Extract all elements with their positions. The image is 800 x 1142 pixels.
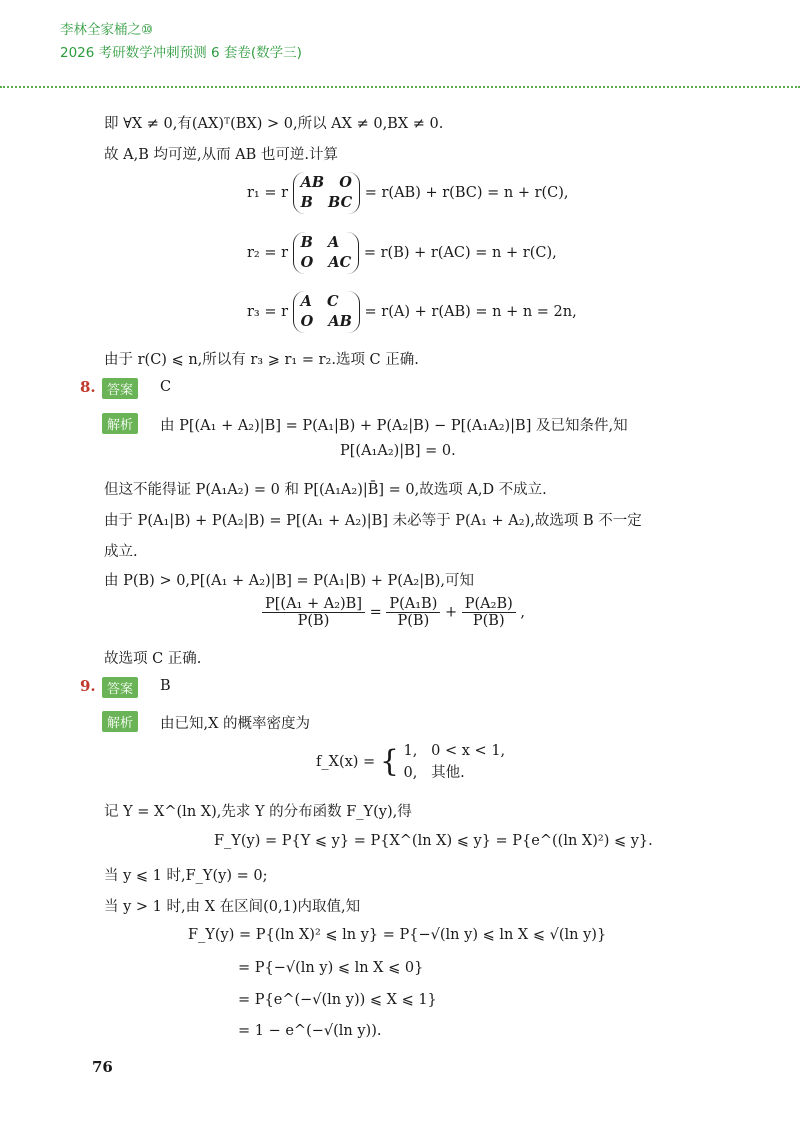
- body-line-1: 即 ∀X ≠ 0,有(AX)ᵀ(BX) > 0,所以 AX ≠ 0,BX ≠ 0.: [104, 116, 444, 132]
- q9-equation-4: = P{e^(−√(ln y)) ⩽ X ⩽ 1}: [238, 992, 437, 1008]
- q9-equation-3: = P{−√(ln y) ⩽ ln X ⩽ 0}: [238, 960, 424, 976]
- q8-line-4: 由于 P(A₁|B) + P(A₂|B) = P[(A₁ + A₂)|B] 未必等于 P(A₁ + A₂),故选项 B 不一定: [104, 513, 642, 529]
- rank-equation-3: [247, 291, 577, 333]
- header-series: 李林全家桶之⑩: [60, 22, 154, 38]
- fraction-3-denominator: P(B): [472, 613, 505, 629]
- density-lhs: f_X(x) =: [316, 754, 376, 770]
- eq1-row2: B BC: [300, 194, 353, 211]
- fraction-1: [262, 596, 365, 629]
- question-9-number: 9.: [80, 677, 96, 695]
- case-2: 0, 其他.: [403, 765, 465, 781]
- fraction-3: [462, 596, 516, 629]
- header-title: 2026 考研数学冲刺预测 6 套卷(数学三): [60, 45, 302, 61]
- comma: ,: [520, 604, 525, 621]
- eq2-row2: O AC: [300, 254, 352, 271]
- eq3-row2: O AB: [300, 313, 352, 330]
- q9-answer-badge: 答案: [102, 677, 138, 698]
- eq3-lhs: r₃ = r: [247, 304, 289, 320]
- eq3-row1: A C: [300, 293, 339, 310]
- q8-fraction-equation: [262, 596, 525, 629]
- eq1-row1: AB O: [300, 174, 352, 191]
- eq1-lhs: r₁ = r: [247, 185, 289, 201]
- body-line-2: 故 A,B 均可逆,从而 AB 也可逆.计算: [104, 147, 339, 163]
- q9-answer: B: [160, 678, 171, 694]
- density-cases: [404, 740, 506, 784]
- brace-symbol: {: [379, 744, 399, 779]
- fraction-2: [386, 596, 440, 629]
- q8-line-1: 由 P[(A₁ + A₂)|B] = P(A₁|B) + P(A₂|B) − P[(A₁A₂)|B] 及已知条件,知: [160, 418, 628, 434]
- page-number: 76: [92, 1058, 113, 1076]
- fraction-1-denominator: P(B): [297, 613, 330, 629]
- fraction-1-numerator: P[(A₁ + A₂)B]: [262, 596, 365, 613]
- eq2-matrix: [293, 232, 360, 274]
- q8-line-7: 故选项 C 正确.: [104, 651, 202, 667]
- eq1-rhs: = r(AB) + r(BC) = n + r(C),: [364, 185, 569, 201]
- q8-line-5: 成立.: [104, 544, 138, 560]
- q8-analysis-badge: 解析: [102, 413, 138, 434]
- q9-line-2: 记 Y = X^(ln X),先求 Y 的分布函数 F_Y(y),得: [104, 804, 412, 820]
- plus-sign: +: [444, 604, 458, 621]
- eq3-rhs: = r(A) + r(AB) = n + n = 2n,: [364, 304, 577, 320]
- q8-answer: C: [160, 379, 172, 395]
- equals-sign: =: [369, 604, 382, 621]
- eq2-rhs: = r(B) + r(AC) = n + r(C),: [363, 245, 557, 261]
- q9-equation-2: F_Y(y) = P{(ln X)² ⩽ ln y} = P{−√(ln y) ⩽ ln X ⩽ √(ln y)}: [188, 927, 607, 943]
- body-line-3: 由于 r(C) ⩽ n,所以有 r₃ ⩾ r₁ = r₂.选项 C 正确.: [104, 352, 419, 368]
- q9-line-1: 由已知,X 的概率密度为: [160, 716, 311, 732]
- header-divider: [0, 86, 800, 88]
- q9-equation-5: = 1 − e^(−√(ln y)).: [238, 1023, 382, 1039]
- rank-equation-2: [247, 232, 557, 274]
- case-1: 1, 0 < x < 1,: [403, 743, 506, 759]
- q8-line-3: 但这不能得证 P(A₁A₂) = 0 和 P[(A₁A₂)|B̄] = 0,故选项 A,D 不成立.: [104, 482, 547, 498]
- question-8-number: 8.: [80, 378, 96, 396]
- q9-line-3: 当 y ⩽ 1 时,F_Y(y) = 0;: [104, 868, 268, 884]
- eq2-row1: B A: [300, 234, 340, 251]
- q8-line-2: P[(A₁A₂)|B] = 0.: [340, 443, 456, 459]
- eq2-lhs: r₂ = r: [247, 245, 289, 261]
- q9-line-4: 当 y > 1 时,由 X 在区间(0,1)内取值,知: [104, 899, 361, 915]
- q9-analysis-badge: 解析: [102, 711, 138, 732]
- rank-equation-1: [247, 172, 569, 214]
- eq1-matrix: [293, 172, 360, 214]
- fraction-2-numerator: P(A₁B): [386, 596, 440, 613]
- q9-equation-1: F_Y(y) = P{Y ⩽ y} = P{X^(ln X) ⩽ y} = P{e^((ln X)²) ⩽ y}.: [214, 833, 653, 849]
- fraction-2-denominator: P(B): [397, 613, 430, 629]
- density-function: [316, 740, 505, 784]
- fraction-3-numerator: P(A₂B): [462, 596, 516, 613]
- q8-answer-badge: 答案: [102, 378, 138, 399]
- q8-line-6: 由 P(B) > 0,P[(A₁ + A₂)|B] = P(A₁|B) + P(A₂|B),可知: [104, 573, 475, 589]
- eq3-matrix: [293, 291, 360, 333]
